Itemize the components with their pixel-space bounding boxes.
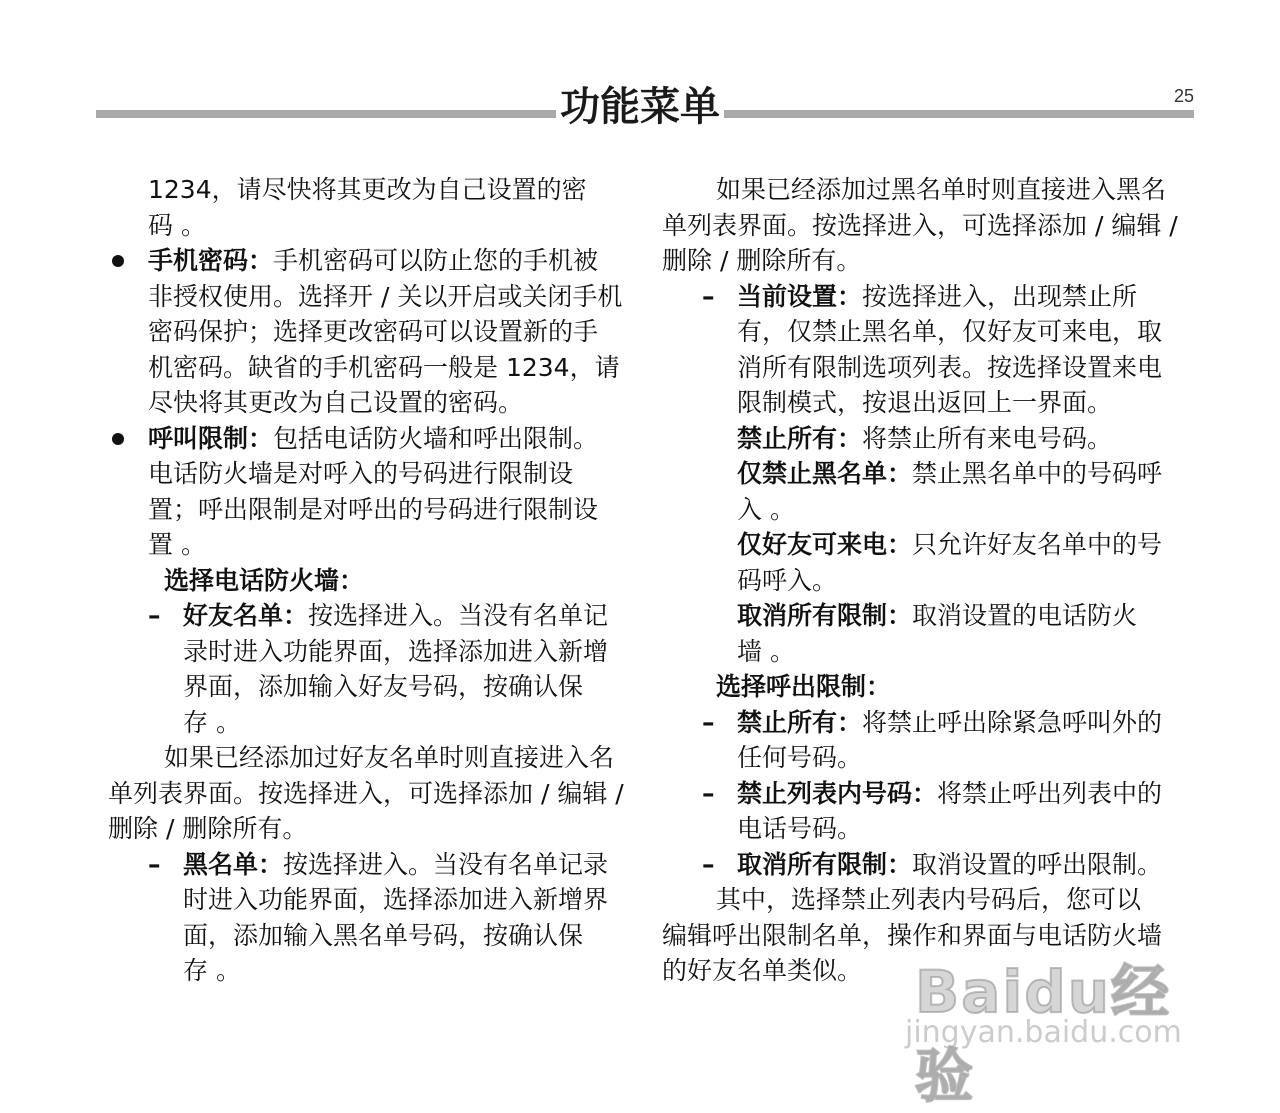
dash-icon: – [702,707,715,737]
sub-heading: 选择呼出限制： [716,672,892,701]
text-line: 如果已经添加过好友名单时则直接进入名 [164,743,615,772]
bullet-icon [112,433,124,445]
option-block-blacklist [662,456,1180,492]
dash-icon: – [148,849,161,879]
text-line: 的好友名单类似。 [662,956,863,985]
term: 当前设置： [737,281,863,311]
dash-item-cancel-outgoing [662,847,1180,883]
text: 取消设置的呼出限制。 [912,849,1163,879]
sub-heading: 选择电话防火墙： [164,565,365,595]
left-column [108,172,628,989]
text-line: 置 。 [148,530,206,559]
page-number: 25 [1173,86,1194,106]
bullet-icon [112,255,124,267]
text-line: 消所有限制选项列表。按选择设置来电 [737,352,1163,382]
term: 取消所有限制： [737,849,913,879]
term: 仅好友可来电： [737,530,913,559]
dash-icon: – [702,849,715,879]
text-line: 机密码。缺省的手机密码一般是 1234，请 [148,352,620,382]
text-line: 有，仅禁止黑名单，仅好友可来电，取 [737,317,1163,346]
right-column [662,172,1180,989]
text-line: 录时进入功能界面，选择添加进入新增 [183,636,609,666]
text-line: 尽快将其更改为自己设置的密码。 [148,388,524,417]
text: 取消设置的电话防火 [912,601,1138,630]
text: 手机密码可以防止您的手机被 [273,246,599,275]
dash-icon: – [148,601,161,630]
text-line: 存 。 [183,707,241,737]
watermark-logo: Baidu经验 [915,958,1172,1110]
bullet-item-call-restriction [108,421,628,457]
text-line: 单列表界面。按选择进入，可选择添加 / 编辑 / [108,778,624,808]
option-block-all [662,421,1180,457]
page-title [0,82,1280,132]
text-line: 置；呼出限制是对呼出的号码进行限制设 [148,494,599,524]
text-line: 面，添加输入黑名单号码，按确认保 [183,920,584,950]
text-line: 存 。 [183,956,241,985]
term: 手机密码： [148,246,274,275]
text-line: 限制模式，按退出返回上一界面。 [737,388,1113,417]
term: 取消所有限制： [737,601,913,630]
text-line: 其中，选择禁止列表内号码后，您可以 [716,885,1142,914]
term: 呼叫限制： [148,423,274,453]
text: 按选择进入，出现禁止所 [862,281,1138,311]
text-line: 删除 / 删除所有。 [662,246,862,275]
term: 禁止列表内号码： [737,778,938,808]
option-cancel-all [662,598,1180,634]
dash-icon: – [702,281,715,311]
term: 仅禁止黑名单： [737,459,913,488]
text-line: 电话号码。 [737,814,863,843]
text-line: 码呼入。 [737,565,838,595]
watermark-url: jingyan.baidu.com [905,1015,1182,1050]
dash-item-blacklist [108,847,628,883]
bullet-item-phone-password [108,243,628,279]
text: 按选择进入。当没有名单记录 [283,849,609,879]
text-line: 时进入功能界面，选择添加进入新增界 [183,885,609,914]
text-line: 非授权使用。选择开 / 关以开启或关闭手机 [148,281,623,311]
text: 只允许好友名单中的号 [912,530,1163,559]
dash-item-friend-list [108,598,628,634]
text-line: 电话防火墙是对呼入的号码进行限制设 [148,459,574,488]
text: 将禁止呼出除紧急呼叫外的 [862,707,1163,737]
text-line: 密码保护；选择更改密码可以设置新的手 [148,317,599,346]
dash-icon: – [702,778,715,808]
text-line: 码 。 [148,210,206,240]
text: 将禁止呼出列表中的 [937,778,1163,808]
text: 将禁止所有来电号码。 [862,423,1113,453]
text: 禁止黑名单中的号码呼 [912,459,1163,488]
option-friends-only [662,527,1180,563]
dash-item-bar-list [662,776,1180,812]
dash-item-bar-all [662,705,1180,741]
term: 禁止所有： [737,423,863,453]
dash-item-current-setting [662,279,1180,315]
term: 黑名单： [183,849,284,879]
term: 禁止所有： [737,707,863,737]
text-line: 如果已经添加过黑名单时则直接进入黑名 [716,175,1167,204]
term: 好友名单： [183,601,309,630]
text-line: 单列表界面。按选择进入，可选择添加 / 编辑 / [662,210,1178,240]
baidu-watermark [905,945,1205,1110]
text: 包括电话防火墙和呼出限制。 [273,423,599,453]
text-line: 任何号码。 [737,743,863,772]
text-line: 界面，添加输入好友号码，按确认保 [183,672,584,701]
page-title-text: 功能菜单 [556,84,724,130]
text-line: 1234，请尽快将其更改为自己设置的密 [148,175,587,204]
text-line: 删除 / 删除所有。 [108,814,308,843]
text: 按选择进入。当没有名单记 [308,601,609,630]
text-line: 编辑呼出限制名单，操作和界面与电话防火墙 [662,920,1163,950]
text-line: 入 。 [737,494,795,524]
text-line: 墙 。 [737,636,795,666]
